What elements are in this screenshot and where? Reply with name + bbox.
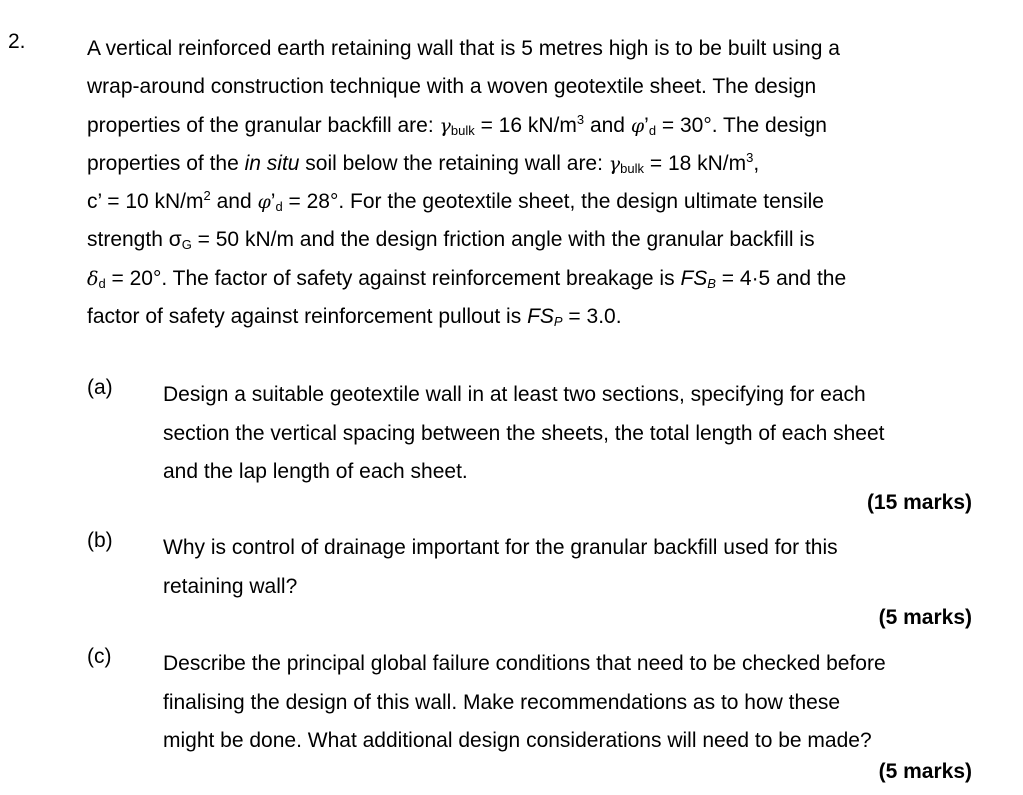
intro-line: strength $\sigma_G = 50$ kN/m and the design friction angle with the granular backfill is xyxy=(87,228,815,253)
intro-line: $\delta_d = 20^\circ$. The factor of safety against reinforcement breakage is $FS_B = 4\cdot 5$ and the xyxy=(87,266,847,291)
part-text: Why is control of drainage important for the granular backfill used for this retaining wall? xyxy=(163,536,838,598)
intro-line: c’ = 10 $kN/m^2$ and $\varphi’_d = 28^\circ$. For the geotextile sheet, the design ultimate tensile xyxy=(87,188,824,215)
part-text: Describe the principal global failure conditions that need to be checked before finalising the design of this wall. Make recommendations as to how these might be done. What additional design considerations will need to be made? xyxy=(163,652,886,752)
question-intro xyxy=(87,30,987,336)
gamma-symbol: γ xyxy=(608,152,621,175)
gamma-symbol: γ xyxy=(439,114,451,137)
delta-symbol: δ xyxy=(87,267,99,290)
part-text: Design a suitable geotextile wall in at least two sections, specifying for each section the vertical spacing between the sheets, the total length of each sheet and the lap length of each sheet. xyxy=(163,383,885,483)
intro-line: properties of the granular backfill are: $\gamma_{bulk} = 16$ $kN/m^3$ and $\varphi’_d = 30^\circ$. The design xyxy=(87,111,827,138)
marks-a: (15 marks) xyxy=(866,491,972,514)
part-label: (b) xyxy=(87,529,113,552)
intro-line: factor of safety against reinforcement pullout is $FS_P = 3.0$. xyxy=(87,305,622,330)
marks-b: (5 marks) xyxy=(878,606,972,629)
marks-c: (5 marks) xyxy=(878,760,972,783)
intro-line: A vertical reinforced earth retaining wall that is 5 metres high is to be built using a xyxy=(87,37,840,60)
intro-line: wrap-around construction technique with a woven geotextile sheet. The design xyxy=(87,75,817,99)
question-number: 2. xyxy=(8,30,26,53)
phi-symbol: φ xyxy=(630,114,645,137)
part-label: (a) xyxy=(87,376,113,399)
part-label: (c) xyxy=(87,645,112,668)
phi-symbol: φ xyxy=(257,191,271,214)
intro-line: properties of the in situ soil below the retaining wall are: $\gamma_{bulk} = 18$ $kN/m^3$, xyxy=(87,149,760,176)
